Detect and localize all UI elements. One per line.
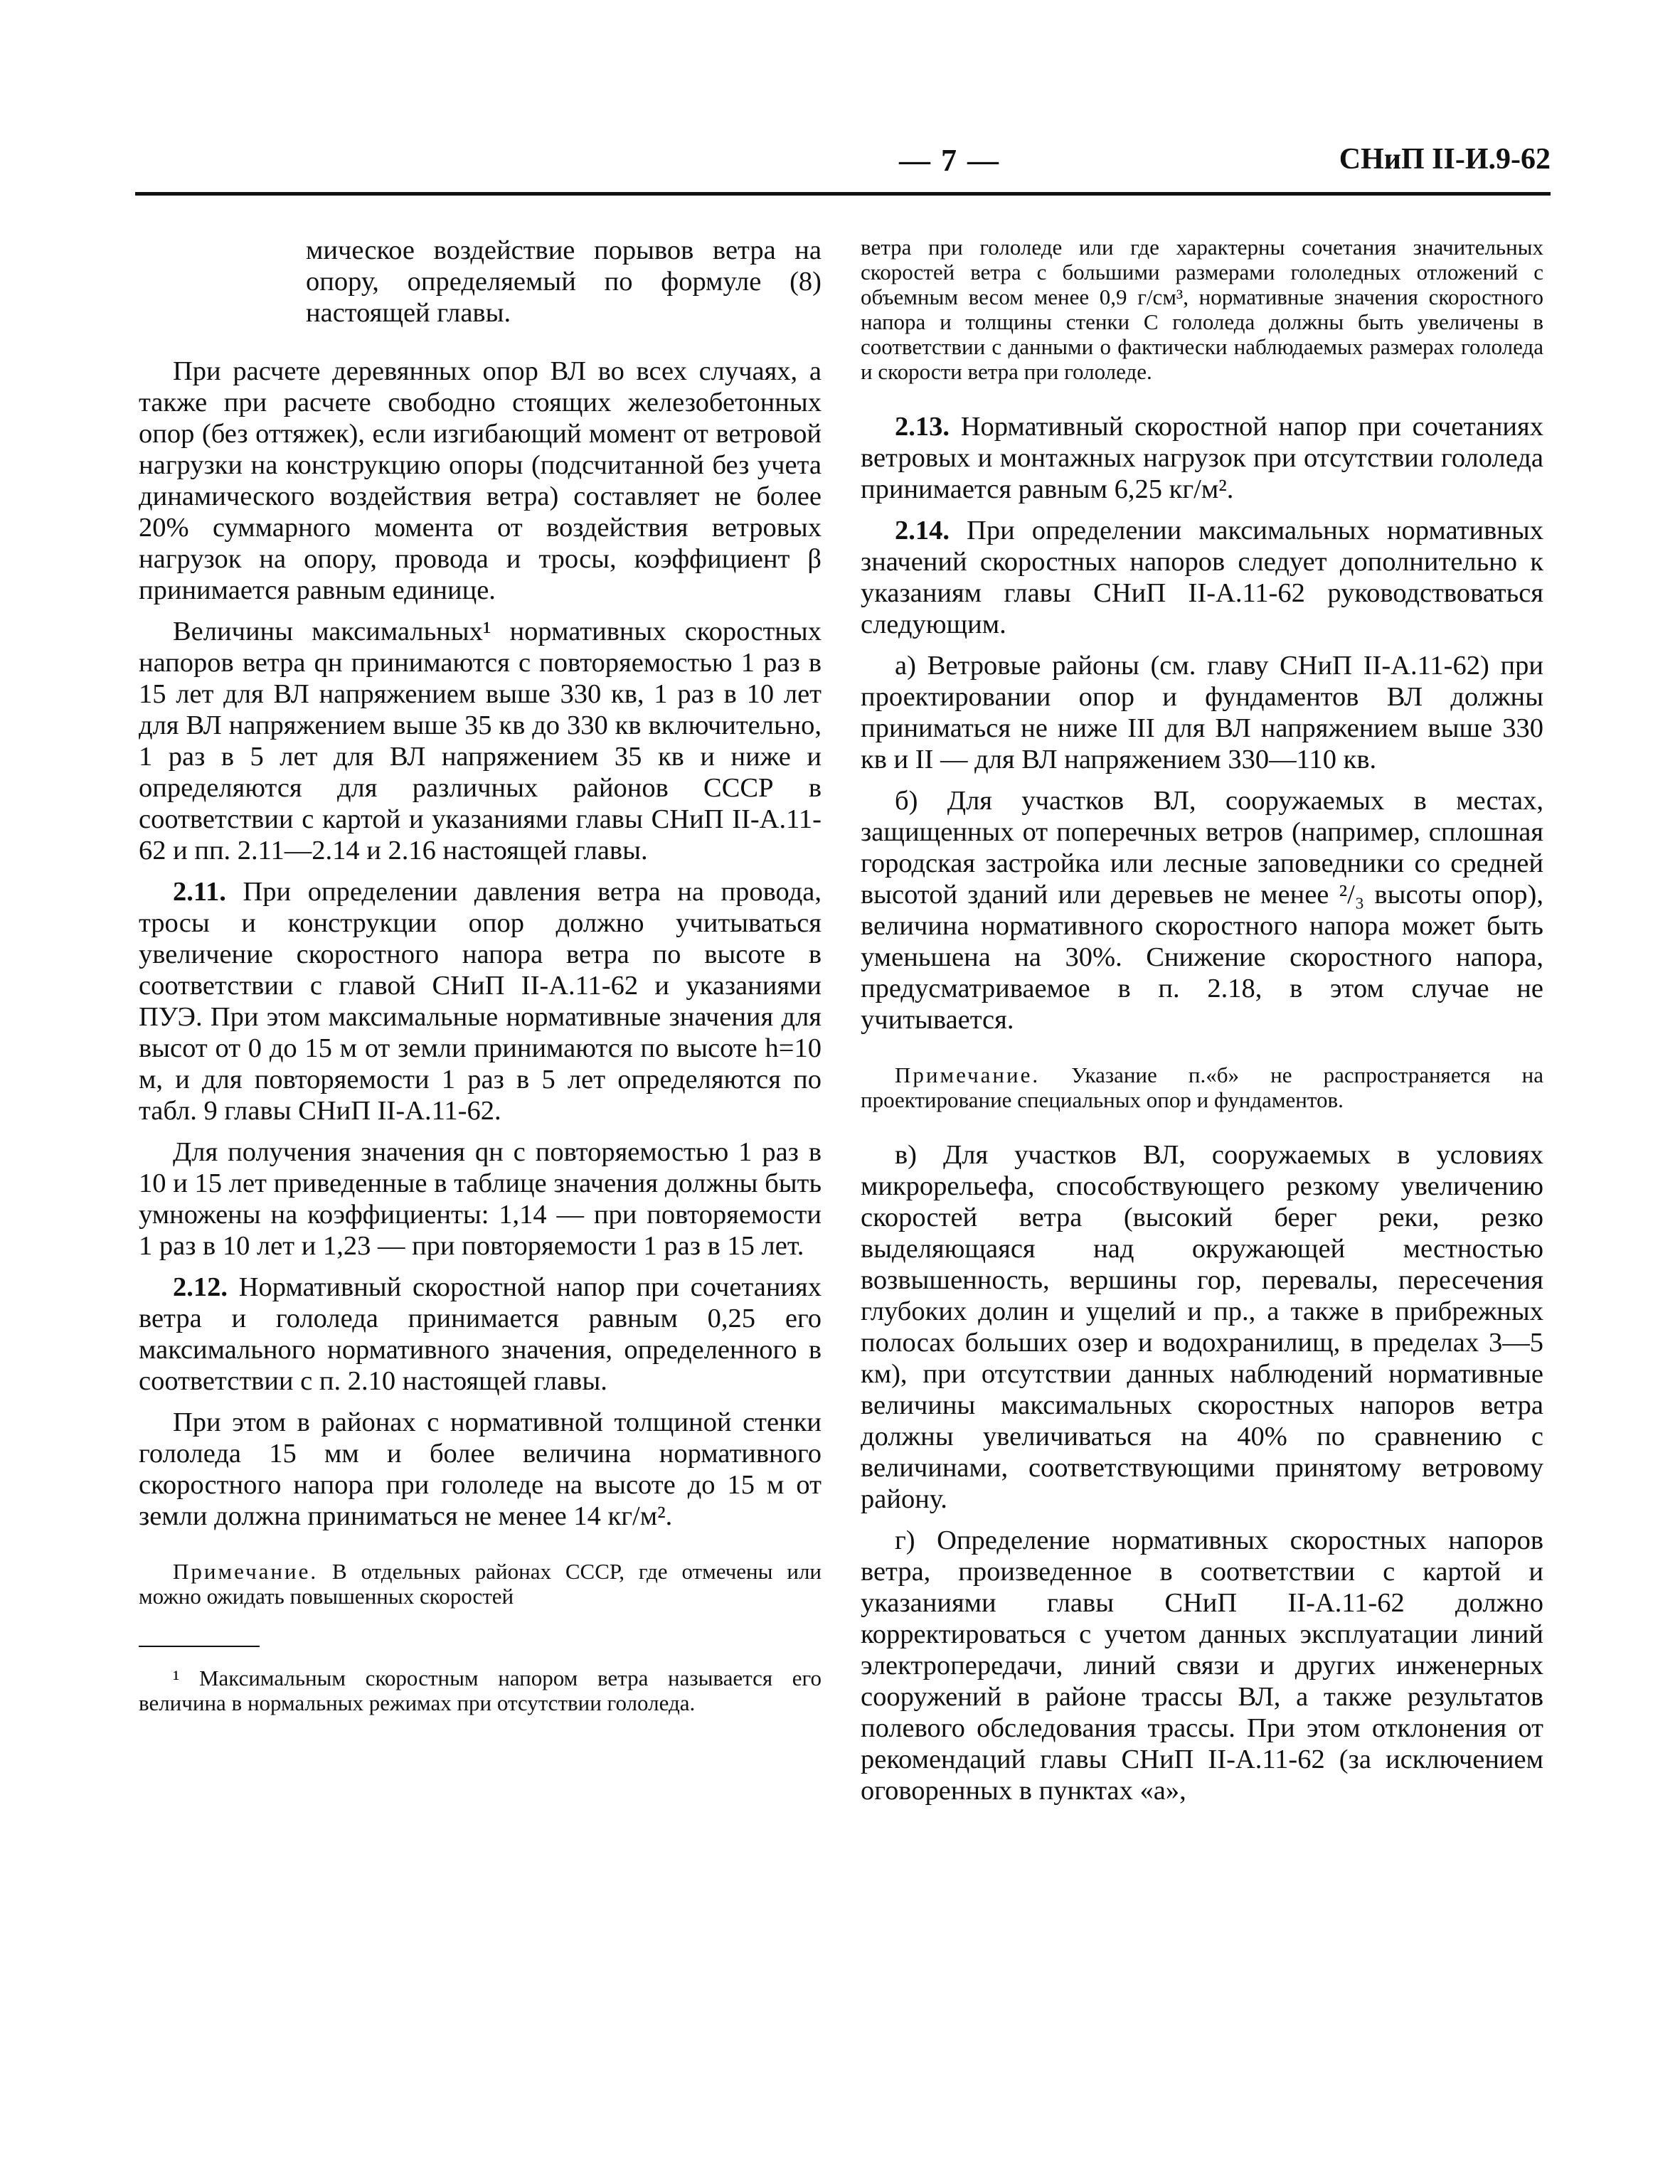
footnote: ¹ Максимальным скоростным напором ветра называется его величина в нормальных режимах при отсутствии гололеда.: [139, 1666, 822, 1715]
note-text: В отдельных районах СССР, где отмечены или можно ожидать повышенных скоростей: [139, 1559, 822, 1609]
note-text: Указание п.«б» не распространяется на проектирование специальных опор и фундаментов.: [861, 1062, 1543, 1112]
section-number: 2.14.: [895, 516, 950, 545]
paragraph: При расчете деревянных опор ВЛ во всех случаях, а также при расчете свободно стоящих железобетонных опор (без оттяжек), если изгибающий момент от ветровой нагрузки на конструкцию опоры (подсчитанной без учета динамического воздействия ветра) составляет не более 20% суммарного момента от воздействия ветровых нагрузок на опору, провода и тросы, коэффициент β принимается равным единице.: [139, 356, 822, 605]
footnote-rule: [139, 1646, 260, 1647]
item-a: а) Ветровые районы (см. главу СНиП II-А.11-62) при проектировании опор и фундаментов ВЛ должны приниматься не ниже III для ВЛ напряжением выше 330 кв и II — для ВЛ напряжением 330—110 кв.: [861, 651, 1543, 774]
note-continuation: ветра при гололеде или где характерны сочетания значительных скоростей ветра с большими размерами гололедных отложений с объемным весом менее 0,9 г/см³, нормативные значения скоростного напора и толщины стенки С гололеда должны быть увеличены в соответствии с данными о фактически наблюдаемых размерах гололеда и скорости ветра при гололеде.: [861, 235, 1543, 384]
note-label: Примечание.: [895, 1062, 1041, 1087]
note: [139, 1559, 822, 1609]
note-label: Примечание.: [173, 1559, 319, 1584]
left-column: [139, 235, 822, 1715]
paragraph: Величины максимальных¹ нормативных скоростных напоров ветра qн принимаются с повторяемостью 1 раз в 15 лет для ВЛ напряжением выше 330 кв, 1 раз в 10 лет для ВЛ напряжением выше 35 кв до 330 кв включительно, 1 раз в 5 лет для ВЛ напряжением 35 кв и ниже и определяются для различных районов СССР в соответствии с картой и указаниями главы СНиП II-А.11-62 и пп. 2.11—2.14 и 2.16 настоящей главы.: [139, 617, 822, 865]
page-header: [135, 142, 1551, 192]
note: [861, 1062, 1543, 1112]
section-text: Нормативный скоростной напор при сочетаниях ветровых и монтажных нагрузок при отсутствии гололеда принимается равным 6,25 кг/м².: [861, 412, 1543, 504]
item-g: г) Определение нормативных скоростных напоров ветра, произведенное в соответствии с картой и указаниями главы СНиП II-А.11-62 должно корректироваться с учетом данных эксплуатации линий электропередачи, линий связи и других инженерных сооружений в районе трассы ВЛ, а также результатов полевого обследования трассы. При этом отклонения от рекомендаций главы СНиП II-А.11-62 (за исключением оговоренных в пунктах «а»,: [861, 1525, 1543, 1806]
right-column: [861, 235, 1543, 1806]
section-2-12: [139, 1272, 822, 1397]
item-b: б) Для участков ВЛ, сооружаемых в местах, защищенных от поперечных ветров (например, сплошная городская застройка или лесные заповедники со средней высотой зданий или деревьев не менее ²/₃ высоты опор), величина нормативного скоростного напора может быть уменьшена на 30%. Снижение скоростного напора, предусматриваемое в п. 2.18, в этом случае не учитывается.: [861, 786, 1543, 1035]
document-code: СНиП II-И.9-62: [1339, 143, 1551, 176]
paragraph: Для получения значения qн с повторяемостью 1 раз в 10 и 15 лет приведенные в таблице значения должны быть умножены на коэффициенты: 1,14 — при повторяемости 1 раз в 10 лет и 1,23 — при повторяемости 1 раз в 15 лет.: [139, 1137, 822, 1261]
section-number: 2.12.: [173, 1272, 228, 1302]
section-2-14: [861, 515, 1543, 640]
header-rule: [135, 192, 1551, 196]
item-v: в) Для участков ВЛ, сооружаемых в условиях микрорельефа, способствующего резкому увеличению скоростей ветра (высокий берег реки, резко выделяющаяся над окружающей местностью возвышенность, вершины гор, перевалы, пересечения глубоких долин и ущелий и пр., а также в прибрежных полосах больших озер и водохранилищ, в пределах 3—5 км), при отсутствии данных наблюдений нормативные величины максимальных скоростных напоров ветра должны увеличиваться на 40% по сравнению с величинами, соответствующими принятому ветровому району.: [861, 1140, 1543, 1514]
paragraph: При этом в районах с нормативной толщиной стенки гололеда 15 мм и более величина нормативного скоростного напора при гололеде на высоте до 15 м от земли должна приниматься не менее 14 кг/м².: [139, 1407, 822, 1531]
section-text: При определении максимальных нормативных значений скоростных напоров следует дополнительно к указаниям главы СНиП II-А.11-62 руководствоваться следующим.: [861, 516, 1543, 639]
section-2-11: [139, 876, 822, 1126]
page-number: — 7 —: [899, 143, 1000, 178]
section-number: 2.11.: [173, 877, 226, 907]
section-2-13: [861, 411, 1543, 505]
paragraph-continuation: мическое воздействие порывов ветра на опору, определяемый по формуле (8) настоящей главы.: [306, 235, 822, 328]
section-text: При определении давления ветра на провода, тросы и конструкции опор должно учитываться увеличение скоростного напора ветра по высоте в соответствии с главой СНиП II-А.11-62 и указаниями ПУЭ. При этом максимальные нормативные значения для высот от 0 до 15 м от земли принимаются по высоте h=10 м, и для повторяемости 1 раз в 5 лет определяются по табл. 9 главы СНиП II-А.11-62.: [139, 877, 822, 1126]
section-number: 2.13.: [895, 412, 950, 442]
section-text: Нормативный скоростной напор при сочетаниях ветра и гололеда принимается равным 0,25 его максимального нормативного значения, определенного в соответствии с п. 2.10 настоящей главы.: [139, 1272, 822, 1396]
